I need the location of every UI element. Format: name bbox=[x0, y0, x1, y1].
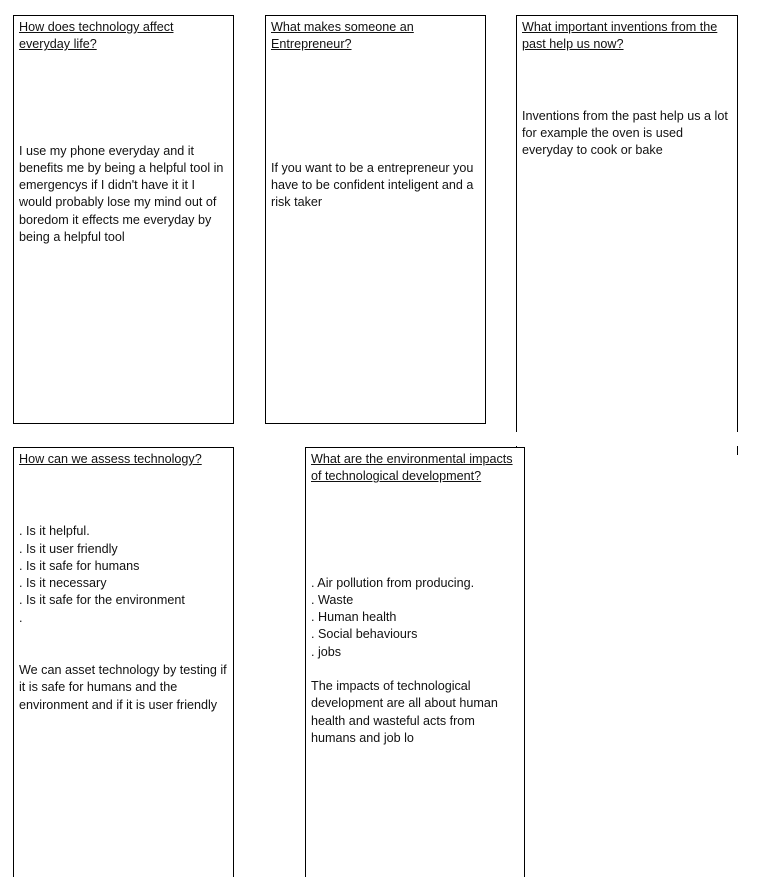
card-entrepreneur bbox=[265, 15, 486, 424]
question-heading: What important inventions from the past help us now? bbox=[522, 20, 718, 52]
answer-text: The impacts of technological development are all about human health and wasteful acts from humans and job lo bbox=[311, 679, 498, 745]
question-heading: How can we assess technology? bbox=[19, 452, 202, 466]
question-heading: What are the environmental impacts of technological development? bbox=[311, 452, 513, 484]
card-technology-everyday-life bbox=[13, 15, 234, 424]
question-heading: How does technology affect everyday life? bbox=[19, 20, 174, 52]
answer-list: . Is it helpful. . Is it user friendly . Is it safe for humans . Is it necessary . Is it safe for the environment . bbox=[19, 524, 185, 625]
answer-text: If you want to be a entrepreneur you have to be confident inteligent and a risk taker bbox=[271, 160, 474, 210]
question-heading: What makes someone an Entrepreneur? bbox=[271, 20, 414, 52]
answer-text: I use my phone everyday and it benefits me by being a helpful tool in emergencys if I didn't have it it I would probably lose my mind out of boredom it effects me everyday by being a helpful tool bbox=[19, 143, 224, 245]
card-3-bottom-gap bbox=[510, 432, 750, 446]
answer-list: . Air pollution from producing. . Waste . Human health . Social behaviours . jobs bbox=[311, 575, 475, 659]
answer-text: Inventions from the past help us a lot for example the oven is used everyday to cook or bake bbox=[522, 108, 728, 158]
card-environmental-impacts bbox=[305, 447, 525, 877]
answer-text: We can asset technology by testing if it is safe for humans and the environment and if it is user friendly bbox=[19, 663, 227, 712]
card-important-inventions bbox=[516, 15, 738, 455]
card-assess-technology bbox=[13, 447, 234, 877]
